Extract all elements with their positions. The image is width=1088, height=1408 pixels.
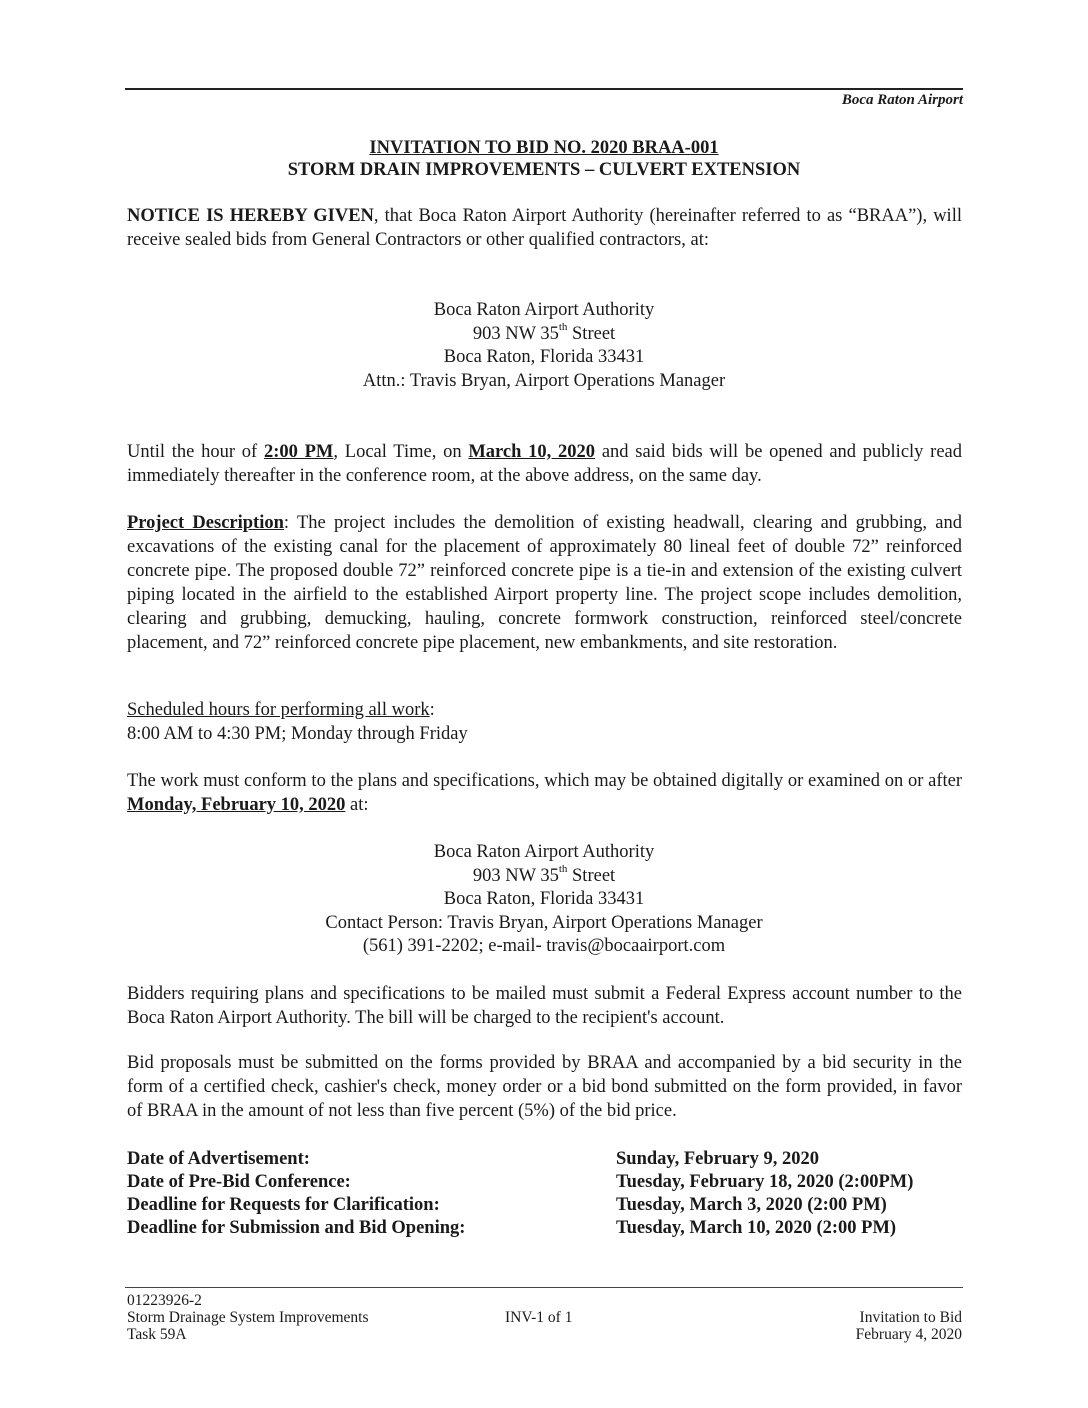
address1-attn: Attn.: Travis Bryan, Airport Operations Manager — [362, 370, 726, 391]
plans-paragraph: The work must conform to the plans and specifications, which may be obtained digitally or examined on or after Monday, February 10, 2020 at: — [127, 771, 962, 815]
header-rule — [125, 88, 963, 90]
notice-lead: NOTICE IS HEREBY GIVEN — [127, 206, 374, 226]
address1-city: Boca Raton, Florida 33431 — [443, 347, 645, 367]
project-description — [127, 511, 962, 655]
footer-page-number: INV-1 of 1 — [505, 1309, 573, 1326]
address1-name: Boca Raton Airport Authority — [433, 300, 655, 320]
footer-project: Storm Drainage System Improvements — [127, 1309, 369, 1326]
notice-paragraph — [127, 204, 962, 252]
security-paragraph: Bid proposals must be submitted on the forms provided by BRAA and accompanied by a bid security in the form of a certified check, cashier's check, money order or a bid bond submitted on the form provided, in favor of BRAA in the amount of not less than five percent (5%) of the bid price. — [127, 1053, 962, 1121]
bid-subtitle: STORM DRAIN IMPROVEMENTS – CULVERT EXTENSION — [287, 160, 801, 180]
key-date-row: Deadline for Requests for Clarification: Tuesday, March 3, 2020 (2:00 PM) — [127, 1195, 887, 1215]
address2-street: 903 NW 35th Street — [472, 862, 616, 886]
schedule-section: Scheduled hours for performing all work: 8:00 AM to 4:30 PM; Monday through Friday — [127, 698, 962, 746]
mail-paragraph: Bidders requiring plans and specifications to be mailed must submit a Federal Express account number to the Boca Raton Airport Authority. The bill will be charged to the recipient's account. — [127, 984, 962, 1028]
address2-contact: Contact Person: Travis Bryan, Airport Operations Manager — [325, 912, 763, 933]
key-date-row: Date of Advertisement: Sunday, February 9, 2020 — [127, 1149, 820, 1169]
project-description-text: : The project includes the demolition of existing headwall, clearing and grubbing, and excavations of the existing canal for the placement of approximately 80 lineal feet of double 72” reinforced concrete pipe. The proposed double 72” reinforced concrete pipe is a tie-in and extension of the existing culvert piping located in the airfield to the established Airport property line. The project scope includes demolition, clearing and grubbing, demucking, hauling, concrete formwork construction, reinforced steel/concrete placement, and 72” reinforced concrete pipe placement, new embankments, and site restoration. — [127, 513, 963, 653]
schedule-hours: 8:00 AM to 4:30 PM; Monday through Friday — [127, 724, 468, 744]
deadline-date: March 10, 2020 — [468, 442, 596, 462]
footer-left — [127, 1292, 369, 1343]
key-date-row: Deadline for Submission and Bid Opening: Tuesday, March 10, 2020 (2:00 PM) — [127, 1218, 897, 1238]
bid-title: INVITATION TO BID NO. 2020 BRAA-001 — [369, 138, 719, 158]
footer-task: Task 59A — [127, 1326, 187, 1343]
footer-right — [856, 1309, 962, 1343]
deadline-time: 2:00 PM — [263, 442, 334, 462]
deadline-paragraph: Until the hour of 2:00 PM, Local Time, on March 10, 2020 and said bids will be opened and publicly read immediately thereafter in the conference room, at the above address, on the same day. — [127, 442, 963, 486]
address-block-1 — [125, 299, 963, 393]
address2-city: Boca Raton, Florida 33431 — [443, 889, 645, 909]
footer-doc-type: Invitation to Bid — [859, 1309, 962, 1326]
schedule-label: Scheduled hours for performing all work — [127, 700, 430, 720]
address2-phone-email: (561) 391-2202; e-mail- travis@bocaairport.com — [362, 936, 726, 956]
address-block-2 — [125, 841, 963, 959]
footer-rule — [125, 1287, 963, 1288]
notice-text: , that Boca Raton Airport Authority (hereinafter referred to as “BRAA”), will receive sealed bids from General Contractors or other qualified contractors, at: — [127, 206, 962, 250]
header-org-label: Boca Raton Airport — [841, 92, 963, 108]
plans-date: Monday, February 10, 2020 — [127, 795, 346, 815]
project-description-label: Project Description — [127, 513, 284, 533]
footer-doc-id: 01223926-2 — [127, 1292, 202, 1309]
address2-name: Boca Raton Airport Authority — [433, 842, 655, 862]
footer-date: February 4, 2020 — [855, 1326, 962, 1343]
address1-street: 903 NW 35th Street — [472, 320, 616, 344]
key-date-row: Date of Pre-Bid Conference: Tuesday, February 18, 2020 (2:00PM) — [127, 1172, 914, 1192]
key-dates-table — [127, 1148, 962, 1240]
